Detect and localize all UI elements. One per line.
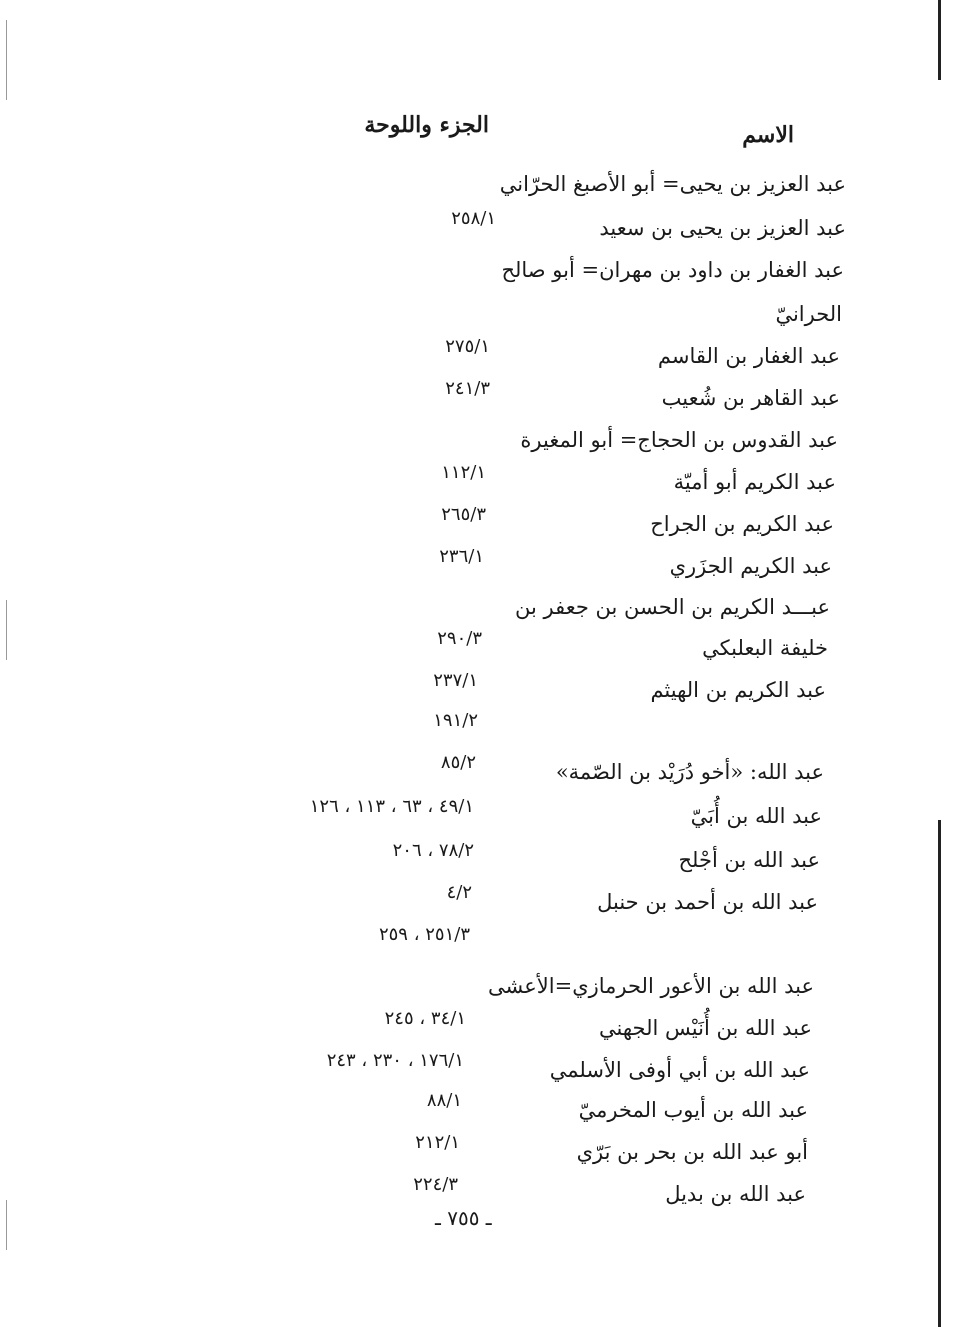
entry-name: عبـــد الكريم بن الحسن بن جعفر بن xyxy=(515,595,830,619)
entry-name: عبد الله بن أُبَيّ xyxy=(690,804,822,828)
index-entry xyxy=(0,1090,964,1132)
index-entry xyxy=(0,208,964,250)
entry-name: عبد الله: «أخو دُرَيْد بن الصّمة» xyxy=(555,760,824,784)
entry-name: عبد الغفار بن داود بن مهران= أبو صالح xyxy=(501,258,844,282)
entry-name: خليفة البعلبكي xyxy=(702,636,828,660)
index-entry xyxy=(0,595,964,629)
entry-ref: ٢٣٦/١ xyxy=(439,546,484,567)
index-entry xyxy=(0,1132,964,1174)
entry-name: عبد العزيز بن يحيى= أبو الأصبغ الحرّاني xyxy=(499,172,846,196)
index-entry xyxy=(0,710,964,752)
scan-margin-mark xyxy=(6,600,7,660)
entry-ref: ٢٢٤/٣ xyxy=(413,1174,458,1195)
index-entry xyxy=(0,378,964,420)
entry-name: عبد الله بن الأعور الحرمازي=الأعشى xyxy=(488,974,814,998)
entry-name: عبد الله بن أحمد بن حنبل xyxy=(597,890,818,914)
entry-ref: ٢٥٨/١ xyxy=(451,208,496,229)
entry-name: عبد الكريم بن الهيثم xyxy=(650,678,826,702)
index-entry xyxy=(0,796,964,838)
header-name-column: الاسم xyxy=(742,122,794,148)
entry-ref: ٢٥١/٣ ، ٢٥٩ xyxy=(378,924,470,945)
index-entry xyxy=(0,974,964,1008)
entry-ref: ٢٩٠/٣ xyxy=(437,628,482,649)
entry-name: عبد القدوس بن الحجاج= أبو المغيرة xyxy=(520,428,838,452)
index-entry xyxy=(0,628,964,670)
entry-ref: ٨٥/٢ xyxy=(440,752,476,773)
entry-ref: ١٧٦/١ ، ٢٣٠ ، ٢٤٣ xyxy=(326,1050,464,1071)
entry-ref: ٤/٢ xyxy=(446,882,472,903)
entry-ref: ٢١٢/١ xyxy=(415,1132,460,1153)
index-entry xyxy=(0,258,964,292)
entry-name: عبد الله بن بديل xyxy=(665,1182,806,1206)
entry-name: عبد الله بن أبي أوفى الأسلمي xyxy=(549,1058,810,1082)
scan-margin-mark xyxy=(6,20,7,100)
entry-name: عبد الكريم الجزَري xyxy=(669,554,832,578)
entry-ref: ٢٦٥/٣ xyxy=(441,504,486,525)
entry-name: الحرانيّ xyxy=(775,302,842,326)
index-entry xyxy=(0,882,964,924)
entry-ref: ٤٩/١ ، ٦٣ ، ١١٣ ، ١٢٦ xyxy=(309,796,474,817)
index-entry xyxy=(0,924,964,966)
entry-name: عبد الله بن أيوب المخرميّ xyxy=(578,1098,808,1122)
index-entry xyxy=(0,1050,964,1092)
entry-name: عبد الله بن أُنَيْس الجهني xyxy=(599,1016,812,1040)
entry-ref: ٢٧٥/١ xyxy=(445,336,490,357)
entry-name: عبد العزيز بن يحيى بن سعيد xyxy=(599,216,846,240)
scan-edge-line xyxy=(938,0,942,1327)
page-number: ـ ٧٥٥ ـ xyxy=(435,1206,492,1230)
index-entry xyxy=(0,428,964,462)
entry-name: عبد الكريم أبو أميّة xyxy=(673,470,836,494)
entry-name: عبد الكريم بن الجراح xyxy=(650,512,834,536)
index-entry xyxy=(0,670,964,712)
entry-name: عبد الله بن أجْلح xyxy=(678,848,820,872)
entry-ref: ١١٢/١ xyxy=(441,462,486,483)
index-entry xyxy=(0,172,964,206)
index-entry xyxy=(0,336,964,378)
index-entry xyxy=(0,752,964,794)
entry-name: أبو عبد الله بن بحر بن بَرّي xyxy=(576,1140,808,1164)
index-entry xyxy=(0,302,964,336)
scan-margin-mark xyxy=(6,1200,7,1250)
header-ref-column: الجزء واللوحة xyxy=(364,112,489,138)
entry-name: عبد الغفار بن القاسم xyxy=(657,344,840,368)
entry-ref: ٨٨/١ xyxy=(426,1090,462,1111)
entry-ref: ١٩١/٢ xyxy=(433,710,478,731)
index-entry xyxy=(0,462,964,504)
entry-ref: ٢٣٧/١ xyxy=(433,670,478,691)
entry-name: عبد القاهر بن شُعيب xyxy=(661,386,840,410)
entry-ref: ٧٨/٢ ، ٢٠٦ xyxy=(392,840,474,861)
index-entry xyxy=(0,504,964,546)
index-entry xyxy=(0,840,964,882)
index-entry xyxy=(0,546,964,588)
index-entry xyxy=(0,1008,964,1050)
entry-ref: ٢٤١/٣ xyxy=(445,378,490,399)
entry-ref: ٣٤/١ ، ٢٤٥ xyxy=(384,1008,466,1029)
